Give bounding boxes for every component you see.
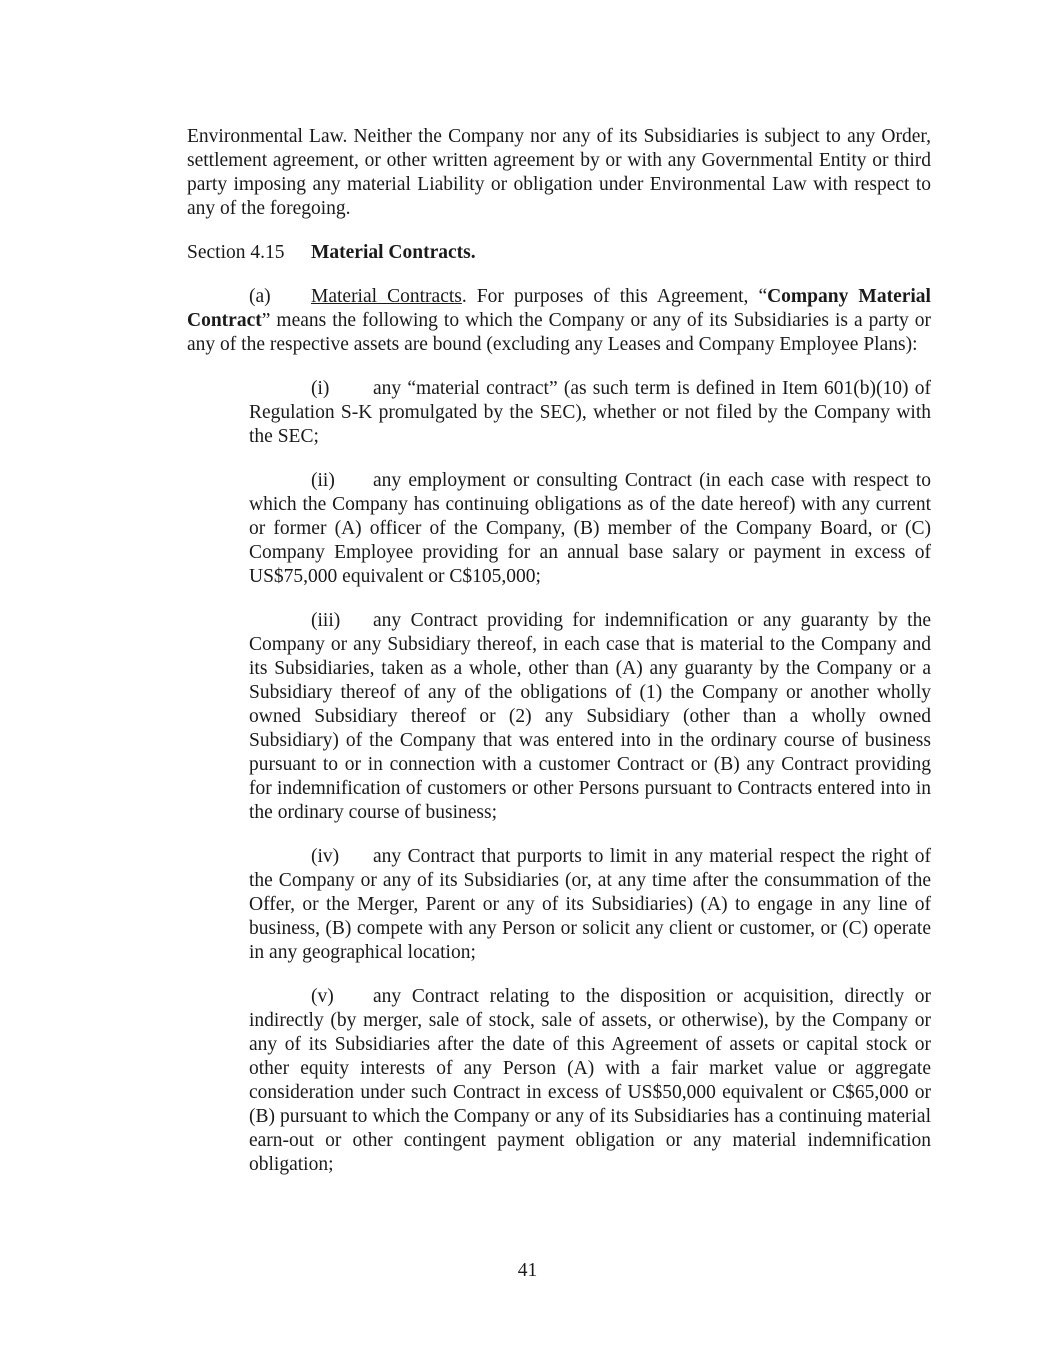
list-item <box>249 377 931 449</box>
item-text: any Contract relating to the disposition or acquisition, directly or indirectly (by merger, sale of stock, sale of assets, or otherwise), by the Company or any of its Subsidiaries after the date of this Agreement of assets or capital stock or other equity interests of any Person (A) with a fair market value or aggregate consideration under such Contract in excess of US$50,000 equivalent or C$65,000 or (B) pursuant to which the Company or any of its Subsidiaries has a continuing material earn-out or other contingent payment obligation or any material indemnification obligation; <box>249 986 931 1175</box>
list-item <box>249 985 931 1177</box>
section-number: Section 4.15 <box>187 242 285 263</box>
document-body <box>187 125 931 1197</box>
item-text: any Contract that purports to limit in any material respect the right of the Company or any of its Subsidiaries (or, at any time after the consummation of the Offer, or the Merger, Parent or any of its Subsidiaries) (A) to engage in any line of business, (B) compete with any Person or solicit any client or customer, or (C) operate in any geographical location; <box>249 846 931 963</box>
list-item <box>249 469 931 589</box>
item-label: (iii) <box>311 610 341 631</box>
defined-term: Company Material Contract <box>187 286 931 331</box>
item-label: (v) <box>311 986 334 1007</box>
intro-paragraph: Environmental Law. Neither the Company nor any of its Subsidiaries is subject to any Order, settlement agreement, or other written agreement by or with any Governmental Entity or third party imposing any material Liability or obligation under Environmental Law with respect to any of the foregoing. <box>187 126 931 219</box>
subsection-a <box>187 285 931 357</box>
subsection-text-1: . For purposes of this Agreement, “ <box>461 286 768 307</box>
item-label: (i) <box>311 378 330 399</box>
item-label: (ii) <box>311 470 335 491</box>
item-label: (iv) <box>311 846 340 867</box>
item-text: any “material contract” (as such term is defined in Item 601(b)(10) of Regulation S-K promulgated by the SEC), whether or not filed by the Company with the SEC; <box>249 378 931 447</box>
page-number: 41 <box>517 1260 538 1281</box>
item-text: any employment or consulting Contract (in each case with respect to which the Company has continuing obligations as of the date hereof) with any current or former (A) officer of the Company, (B) member of the Company Board, or (C) Company Employee providing for an annual base salary or payment in excess of US$75,000 equivalent or C$105,000; <box>249 470 931 587</box>
item-text: any Contract providing for indemnification or any guaranty by the Company or any Subsidiary thereof, in each case that is material to the Company and its Subsidiaries, taken as a whole, other than (A) any guaranty by the Company or a Subsidiary thereof of any of the obligations of (1) the Company or another wholly owned Subsidiary thereof or (2) any Subsidiary (other than a wholly owned Subsidiary) of the Company that was entered into in the ordinary course of business pursuant to or in connection with a customer Contract or (B) any Contract providing for indemnification of customers or other Persons pursuant to Contracts entered into in the ordinary course of business; <box>249 610 931 823</box>
section-title: Material Contracts. <box>311 242 476 263</box>
subsection-label: (a) <box>249 286 271 307</box>
subsection-text-2: ” means the following to which the Company or any of its Subsidiaries is a party or any of the respective assets are bound (excluding any Leases and Company Employee Plans): <box>187 310 931 355</box>
subsection-heading: Material Contracts <box>311 286 462 307</box>
list-item <box>249 845 931 965</box>
section-heading <box>187 241 931 265</box>
list-item <box>249 609 931 825</box>
